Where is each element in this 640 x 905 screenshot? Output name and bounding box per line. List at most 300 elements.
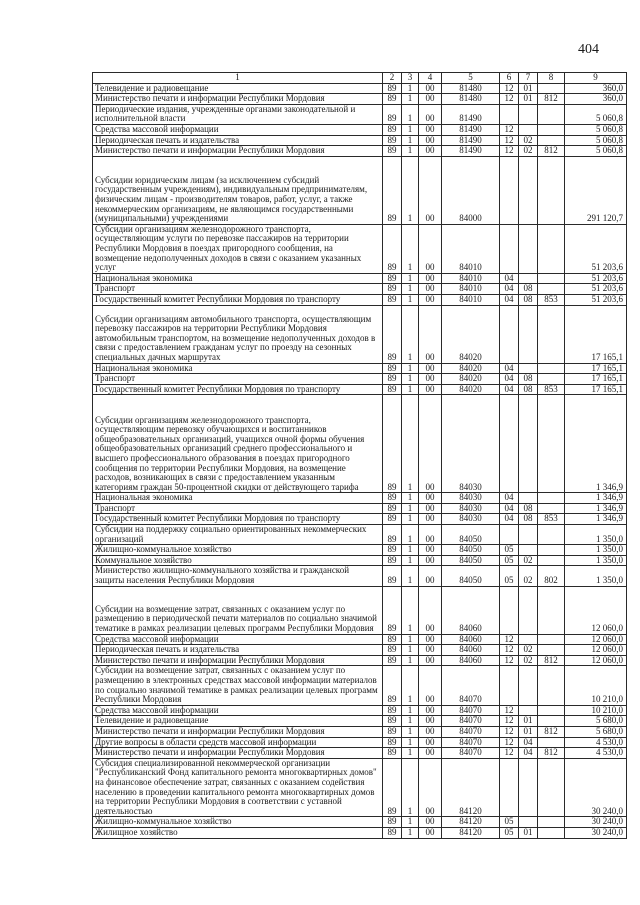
column-header: 2: [383, 73, 402, 84]
row-code: 1: [402, 525, 419, 545]
row-code: 02: [519, 645, 538, 656]
table-row: [93, 545, 627, 556]
row-code: 04: [500, 503, 519, 514]
row-code: 1: [402, 716, 419, 727]
row-code: 84070: [442, 748, 500, 759]
row-code: 00: [419, 294, 442, 305]
row-code: 12: [500, 748, 519, 759]
row-name: Министерство печати и информации Республики Мордовия: [93, 146, 383, 157]
row-name: Национальная экономика: [93, 493, 383, 504]
row-code: [538, 634, 565, 645]
row-sum: 17 165,1: [565, 384, 627, 395]
row-code: [519, 395, 538, 493]
row-code: [538, 135, 565, 146]
row-code: 00: [419, 146, 442, 157]
row-code: 1: [402, 83, 419, 94]
table-row: [93, 566, 627, 586]
row-code: [538, 645, 565, 656]
row-code: 04: [500, 273, 519, 284]
row-code: 84120: [442, 827, 500, 838]
row-code: 84010: [442, 294, 500, 305]
row-sum: 1 350,0: [565, 555, 627, 566]
row-code: 00: [419, 705, 442, 716]
row-code: [538, 758, 565, 817]
row-code: 89: [383, 284, 402, 295]
row-code: 812: [538, 146, 565, 157]
row-code: 81490: [442, 146, 500, 157]
row-code: 1: [402, 374, 419, 385]
row-code: 802: [538, 566, 565, 586]
row-code: 1: [402, 156, 419, 224]
row-code: 81480: [442, 83, 500, 94]
row-code: 00: [419, 827, 442, 838]
row-code: 81490: [442, 104, 500, 124]
row-code: 08: [519, 294, 538, 305]
row-code: [519, 586, 538, 634]
row-code: 89: [383, 135, 402, 146]
row-sum: 360,0: [565, 94, 627, 105]
row-code: 00: [419, 124, 442, 135]
row-name: Периодические издания, учрежденные органами законодательной и исполнительной власти: [93, 104, 383, 124]
row-code: 02: [519, 655, 538, 666]
row-code: 04: [500, 284, 519, 295]
row-sum: 10 210,0: [565, 705, 627, 716]
row-code: 05: [500, 566, 519, 586]
row-name: Субсидии на поддержку социально ориентированных некоммерческих организаций: [93, 525, 383, 545]
row-code: 00: [419, 748, 442, 759]
row-code: 1: [402, 555, 419, 566]
row-sum: 51 203,6: [565, 284, 627, 295]
row-code: [519, 817, 538, 828]
row-code: 89: [383, 525, 402, 545]
row-code: 1: [402, 545, 419, 556]
row-name: Субсидия специализированной некоммерческой организации "Республиканский Фонд капитального ремонта многоквартирных домов" на финансовое обеспечение затрат, связанных с оказанием содействия населению в проведении капитального ремонта многоквартирных домов на территории Республики Мордовия в соответствии с уставной деятельностью: [93, 758, 383, 817]
row-code: 1: [402, 284, 419, 295]
row-code: 81490: [442, 135, 500, 146]
row-code: 08: [519, 384, 538, 395]
table-row: [93, 374, 627, 385]
row-code: [538, 525, 565, 545]
row-code: 00: [419, 156, 442, 224]
row-name: Субсидии организациям автомобильного транспорта, осуществляющим перевозку пассажиров на территории Республики Мордовия автомобильным транспортом, на возмещение недополученных доходов в связи с предоставлением гражданам услуг по проезду на сезонных специальных дачных маршрутах: [93, 305, 383, 363]
column-header: 3: [402, 73, 419, 84]
row-name: Субсидии юридическим лицам (за исключением субсидий государственным учреждениям), индивидуальным предпринимателям, физическим лицам - производителям товаров, работ, услуг, а также некоммерческим организациям, не являющимся государственными (муниципальными) учреждениями: [93, 156, 383, 224]
row-code: [538, 156, 565, 224]
table-row: [93, 503, 627, 514]
row-name: Министерство печати и информации Республики Мордовия: [93, 748, 383, 759]
row-code: 89: [383, 94, 402, 105]
row-code: 84010: [442, 273, 500, 284]
row-code: 89: [383, 104, 402, 124]
row-code: 1: [402, 586, 419, 634]
row-code: 1: [402, 514, 419, 525]
row-code: 00: [419, 305, 442, 363]
row-sum: 5 060,8: [565, 135, 627, 146]
table-row: [93, 748, 627, 759]
column-header: 7: [519, 73, 538, 84]
row-code: 84020: [442, 374, 500, 385]
table-row: [93, 273, 627, 284]
row-code: 04: [500, 294, 519, 305]
row-code: 1: [402, 566, 419, 586]
row-code: 04: [500, 363, 519, 374]
row-name: Государственный комитет Республики Мордовия по транспорту: [93, 514, 383, 525]
row-code: 1: [402, 705, 419, 716]
row-code: 84060: [442, 645, 500, 656]
row-code: [538, 817, 565, 828]
row-code: [538, 493, 565, 504]
row-code: 84030: [442, 514, 500, 525]
row-code: [519, 705, 538, 716]
row-code: 01: [519, 827, 538, 838]
table-row: [93, 94, 627, 105]
row-code: 1: [402, 224, 419, 273]
row-code: 84060: [442, 634, 500, 645]
row-code: 89: [383, 655, 402, 666]
row-sum: 10 210,0: [565, 666, 627, 705]
row-sum: 5 680,0: [565, 716, 627, 727]
row-code: [538, 363, 565, 374]
row-name: Телевидение и радиовещание: [93, 83, 383, 94]
row-code: 812: [538, 748, 565, 759]
row-code: 89: [383, 705, 402, 716]
row-code: 12: [500, 716, 519, 727]
row-sum: 51 203,6: [565, 273, 627, 284]
row-code: 84000: [442, 156, 500, 224]
row-name: Субсидии организациям железнодорожного транспорта, осуществляющим услуги по перевозке пассажиров на территории Республики Мордовия в поездах пригородного сообщения, на возмещение недополученных доходов в связи с оказанием указанных услуг: [93, 224, 383, 273]
row-code: 12: [500, 726, 519, 737]
row-sum: 4 530,0: [565, 737, 627, 748]
row-code: 89: [383, 555, 402, 566]
table-row: [93, 146, 627, 157]
row-code: 04: [500, 514, 519, 525]
row-sum: 12 060,0: [565, 586, 627, 634]
column-header: 5: [442, 73, 500, 84]
row-code: 89: [383, 817, 402, 828]
row-code: 05: [500, 545, 519, 556]
row-code: 89: [383, 146, 402, 157]
table-row: [93, 493, 627, 504]
row-code: [519, 273, 538, 284]
row-code: 00: [419, 525, 442, 545]
row-code: 84030: [442, 493, 500, 504]
row-code: 12: [500, 645, 519, 656]
row-code: 1: [402, 493, 419, 504]
row-code: 05: [500, 817, 519, 828]
row-code: 1: [402, 124, 419, 135]
row-code: 00: [419, 666, 442, 705]
row-code: 84050: [442, 566, 500, 586]
table-row: [93, 645, 627, 656]
table-row: [93, 294, 627, 305]
row-code: 08: [519, 284, 538, 295]
row-code: [519, 545, 538, 556]
row-name: Средства массовой информации: [93, 634, 383, 645]
row-code: [500, 758, 519, 817]
row-code: [538, 503, 565, 514]
row-code: 89: [383, 363, 402, 374]
row-code: 00: [419, 758, 442, 817]
row-name: Государственный комитет Республики Мордовия по транспорту: [93, 384, 383, 395]
row-code: 812: [538, 94, 565, 105]
row-name: Министерство печати и информации Республики Мордовия: [93, 726, 383, 737]
row-sum: 5 060,8: [565, 104, 627, 124]
row-code: 81490: [442, 124, 500, 135]
row-code: 89: [383, 305, 402, 363]
table-row: [93, 716, 627, 727]
row-name: Субсидии организациям железнодорожного транспорта, осуществляющим перевозку обучающихся и воспитанников общеобразовательных организаций, учащихся очной формы обучения общеобразовательных организаций среднего профессионального и высшего профессионального образования в поездах пригородного сообщения по территории Республики Мордовия, на возмещение расходов, возникающих в связи с предоставлением указанным категориям граждан 50-процентной скидки от действующего тарифа: [93, 395, 383, 493]
row-code: [500, 666, 519, 705]
table-row: [93, 156, 627, 224]
column-header: 9: [565, 73, 627, 84]
row-code: 04: [500, 384, 519, 395]
row-code: 89: [383, 384, 402, 395]
row-sum: 4 530,0: [565, 748, 627, 759]
row-code: 00: [419, 655, 442, 666]
row-code: [500, 305, 519, 363]
row-name: Транспорт: [93, 284, 383, 295]
row-code: 89: [383, 294, 402, 305]
row-code: [538, 374, 565, 385]
row-code: 1: [402, 135, 419, 146]
row-code: 853: [538, 294, 565, 305]
row-name: Государственный комитет Республики Мордовия по транспорту: [93, 294, 383, 305]
row-code: 00: [419, 363, 442, 374]
table-row: [93, 525, 627, 545]
table-row: [93, 135, 627, 146]
row-sum: 5 060,8: [565, 124, 627, 135]
row-code: 1: [402, 384, 419, 395]
row-code: 84010: [442, 284, 500, 295]
row-sum: 360,0: [565, 83, 627, 94]
row-name: Национальная экономика: [93, 363, 383, 374]
row-code: [538, 827, 565, 838]
row-code: [538, 545, 565, 556]
row-code: 812: [538, 726, 565, 737]
row-code: 84050: [442, 545, 500, 556]
row-code: 08: [519, 374, 538, 385]
row-code: 1: [402, 827, 419, 838]
row-sum: 1 346,9: [565, 395, 627, 493]
row-code: 1: [402, 395, 419, 493]
row-sum: 17 165,1: [565, 374, 627, 385]
row-sum: 17 165,1: [565, 305, 627, 363]
row-code: 12: [500, 83, 519, 94]
row-code: [538, 705, 565, 716]
row-code: 84030: [442, 395, 500, 493]
row-code: 12: [500, 634, 519, 645]
row-code: [519, 493, 538, 504]
row-name: Коммунальное хозяйство: [93, 555, 383, 566]
row-code: 84010: [442, 224, 500, 273]
column-header: 8: [538, 73, 565, 84]
row-code: 89: [383, 716, 402, 727]
row-name: Субсидии на возмещение затрат, связанных с оказанием услуг по размещению в электронных средствах массовой информации материалов по социально значимой тематике в рамках реализации целевых программ Республики Мордовия: [93, 666, 383, 705]
row-name: Периодическая печать и издательства: [93, 645, 383, 656]
row-code: 1: [402, 737, 419, 748]
row-name: Субсидии на возмещение затрат, связанных с оказанием услуг по размещению в периодической печати материалов по социально значимой тематике в рамках реализации целевых программ Республики Мордовия: [93, 586, 383, 634]
row-code: 00: [419, 493, 442, 504]
row-code: 00: [419, 737, 442, 748]
table-row: [93, 758, 627, 817]
table-row: [93, 586, 627, 634]
row-code: 1: [402, 363, 419, 374]
row-name: Транспорт: [93, 374, 383, 385]
row-code: 00: [419, 726, 442, 737]
table-row: [93, 655, 627, 666]
row-code: 89: [383, 586, 402, 634]
row-code: 1: [402, 655, 419, 666]
row-code: 01: [519, 83, 538, 94]
table-row: [93, 305, 627, 363]
row-code: [500, 104, 519, 124]
row-code: [519, 124, 538, 135]
row-code: 04: [500, 374, 519, 385]
row-sum: 12 060,0: [565, 655, 627, 666]
row-code: 1: [402, 634, 419, 645]
row-code: [538, 666, 565, 705]
row-code: 00: [419, 104, 442, 124]
row-code: 12: [500, 135, 519, 146]
table-row: [93, 827, 627, 838]
row-name: Министерство печати и информации Республики Мордовия: [93, 94, 383, 105]
table-row: [93, 83, 627, 94]
row-code: 89: [383, 666, 402, 705]
row-code: [519, 666, 538, 705]
row-code: 89: [383, 758, 402, 817]
row-name: Жилищно-коммунальное хозяйство: [93, 545, 383, 556]
row-code: 1: [402, 726, 419, 737]
row-code: [500, 586, 519, 634]
row-name: Средства массовой информации: [93, 124, 383, 135]
row-code: 84020: [442, 384, 500, 395]
row-code: 853: [538, 384, 565, 395]
table-header-row: [93, 73, 627, 84]
row-code: [538, 737, 565, 748]
row-code: [538, 124, 565, 135]
row-code: 00: [419, 566, 442, 586]
row-code: 12: [500, 124, 519, 135]
row-code: [519, 224, 538, 273]
row-name: Министерство жилищно-коммунального хозяйства и гражданской защиты населения Республики Мордовия: [93, 566, 383, 586]
row-code: 00: [419, 135, 442, 146]
row-sum: 1 350,0: [565, 566, 627, 586]
row-code: 84030: [442, 503, 500, 514]
row-code: 89: [383, 827, 402, 838]
row-code: 00: [419, 545, 442, 556]
row-sum: 1 346,9: [565, 493, 627, 504]
row-code: 08: [519, 503, 538, 514]
row-code: 05: [500, 555, 519, 566]
row-code: 89: [383, 124, 402, 135]
table-row: [93, 555, 627, 566]
row-code: 84070: [442, 726, 500, 737]
row-code: [519, 156, 538, 224]
row-code: [538, 395, 565, 493]
row-code: 89: [383, 83, 402, 94]
row-code: 84050: [442, 555, 500, 566]
row-code: 02: [519, 135, 538, 146]
row-code: 12: [500, 146, 519, 157]
row-code: [538, 83, 565, 94]
row-code: 853: [538, 514, 565, 525]
table-row: [93, 817, 627, 828]
row-code: 00: [419, 634, 442, 645]
column-header: 6: [500, 73, 519, 84]
row-name: Национальная экономика: [93, 273, 383, 284]
row-code: 84020: [442, 363, 500, 374]
row-code: 01: [519, 716, 538, 727]
row-code: 84050: [442, 525, 500, 545]
row-sum: 291 120,7: [565, 156, 627, 224]
table-row: [93, 363, 627, 374]
table-row: [93, 705, 627, 716]
row-code: 05: [500, 827, 519, 838]
row-code: 12: [500, 94, 519, 105]
row-sum: 5 060,8: [565, 146, 627, 157]
row-code: 02: [519, 555, 538, 566]
row-code: 00: [419, 374, 442, 385]
row-code: 1: [402, 104, 419, 124]
row-code: 89: [383, 634, 402, 645]
row-code: [538, 305, 565, 363]
row-code: 89: [383, 156, 402, 224]
row-code: [538, 555, 565, 566]
row-code: 89: [383, 737, 402, 748]
row-code: 00: [419, 716, 442, 727]
row-code: 00: [419, 94, 442, 105]
row-code: 00: [419, 395, 442, 493]
row-sum: 1 346,9: [565, 514, 627, 525]
table-row: [93, 634, 627, 645]
row-code: [519, 525, 538, 545]
row-code: 89: [383, 503, 402, 514]
row-code: 84060: [442, 586, 500, 634]
table-row: [93, 514, 627, 525]
row-code: 12: [500, 655, 519, 666]
row-code: 04: [500, 493, 519, 504]
table-row: [93, 395, 627, 493]
row-code: 1: [402, 503, 419, 514]
row-name: Другие вопросы в области средств массовой информации: [93, 737, 383, 748]
table-row: [93, 284, 627, 295]
row-code: [519, 758, 538, 817]
row-sum: 12 060,0: [565, 645, 627, 656]
column-header: 4: [419, 73, 442, 84]
row-code: [500, 224, 519, 273]
row-code: 1: [402, 645, 419, 656]
row-code: [538, 716, 565, 727]
row-code: 00: [419, 645, 442, 656]
table-row: [93, 124, 627, 135]
row-code: [538, 224, 565, 273]
row-code: [538, 104, 565, 124]
row-code: 00: [419, 284, 442, 295]
table-row: [93, 726, 627, 737]
column-header: 1: [93, 73, 383, 84]
row-code: 89: [383, 395, 402, 493]
row-code: 00: [419, 817, 442, 828]
row-code: 00: [419, 586, 442, 634]
row-code: 04: [519, 748, 538, 759]
row-code: 02: [519, 146, 538, 157]
row-code: [519, 104, 538, 124]
table-row: [93, 666, 627, 705]
row-code: 84070: [442, 716, 500, 727]
row-code: [500, 395, 519, 493]
row-code: [519, 363, 538, 374]
row-code: 08: [519, 514, 538, 525]
